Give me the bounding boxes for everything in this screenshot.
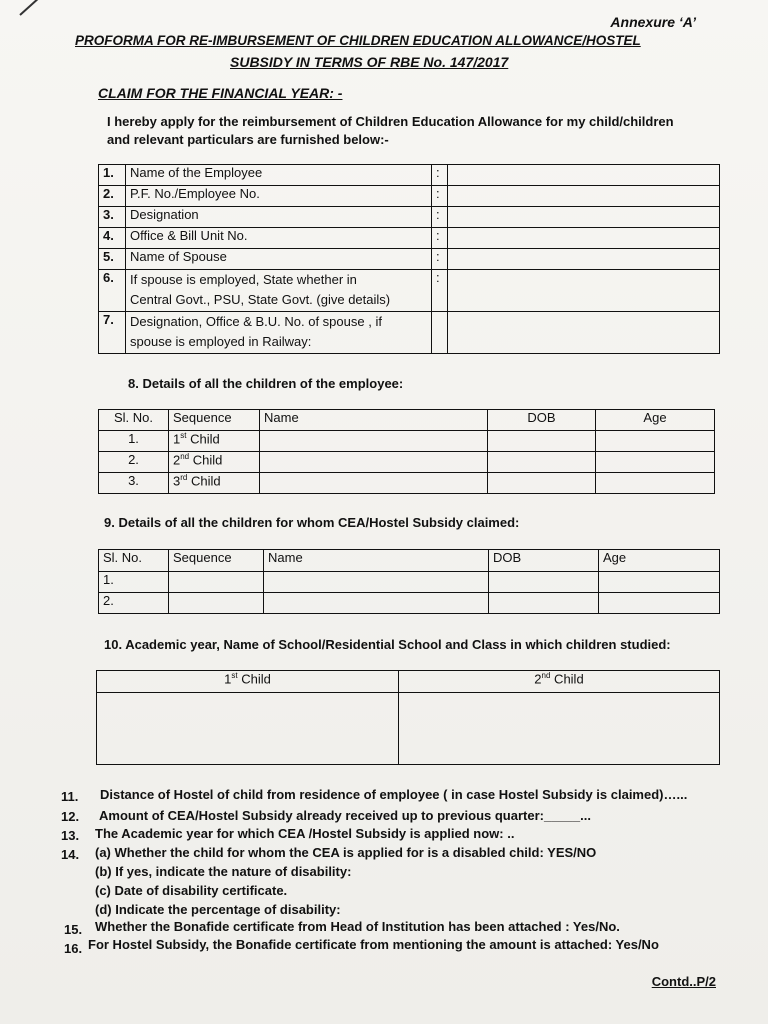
table-row bbox=[99, 312, 720, 354]
second-child-school-field[interactable] bbox=[399, 693, 720, 765]
sequence: 2nd Child bbox=[169, 452, 260, 473]
header-second-child: 2nd Child bbox=[399, 671, 720, 693]
name-field[interactable] bbox=[264, 572, 489, 593]
item-text: Whether the Bonafide certificate from Head of Institution has been attached : Yes/No. bbox=[95, 919, 620, 934]
row-label bbox=[126, 270, 432, 312]
sl-no: 3. bbox=[99, 473, 169, 494]
item-subtext: (c) Date of disability certificate. bbox=[95, 883, 288, 898]
value-field-employee-name[interactable] bbox=[448, 165, 720, 186]
section-10-heading: 10. Academic year, Name of School/Residential School and Class in which children studied: bbox=[104, 637, 671, 652]
item-number: 16. bbox=[64, 941, 83, 956]
table-row bbox=[99, 572, 720, 593]
header-dob: DOB bbox=[489, 550, 599, 572]
value-field-designation[interactable] bbox=[448, 207, 720, 228]
header-dob: DOB bbox=[488, 410, 596, 431]
name-field[interactable] bbox=[260, 452, 488, 473]
age-field[interactable] bbox=[596, 431, 715, 452]
dob-field[interactable] bbox=[488, 473, 596, 494]
claim-heading: CLAIM FOR THE FINANCIAL YEAR: - bbox=[98, 85, 343, 101]
item-text: Distance of Hostel of child from residence of employee ( in case Hostel Subsidy is claimed)…... bbox=[100, 787, 688, 802]
dob-field[interactable] bbox=[489, 593, 599, 614]
row-label-line-2: spouse is employed in Railway: bbox=[130, 334, 312, 349]
table-row bbox=[99, 452, 715, 473]
annexure-label: Annexure ‘A’ bbox=[610, 14, 696, 30]
intro-line-2: and relevant particulars are furnished below:- bbox=[107, 132, 389, 147]
name-field[interactable] bbox=[264, 593, 489, 614]
sl-no: 1. bbox=[99, 431, 169, 452]
table-row bbox=[99, 249, 720, 270]
item-text: (a) Whether the child for whom the CEA is applied for is a disabled child: YES/NO bbox=[95, 845, 597, 860]
item-text: For Hostel Subsidy, the Bonafide certificate from mentioning the amount is attached: Yes/No bbox=[88, 937, 659, 952]
table-header-row bbox=[99, 550, 720, 572]
header-sequence: Sequence bbox=[169, 410, 260, 431]
table-row bbox=[99, 593, 720, 614]
item-text: Amount of CEA/Hostel Subsidy already received up to previous quarter:_____... bbox=[99, 808, 591, 823]
row-label: P.F. No./Employee No. bbox=[126, 186, 432, 207]
item-number: 11. bbox=[61, 789, 79, 804]
age-field[interactable] bbox=[596, 473, 715, 494]
section-9-heading: 9. Details of all the children for whom CEA/Hostel Subsidy claimed: bbox=[104, 515, 520, 530]
sequence-field[interactable] bbox=[169, 572, 264, 593]
dob-field[interactable] bbox=[488, 431, 596, 452]
name-field[interactable] bbox=[260, 431, 488, 452]
colon: : bbox=[432, 228, 448, 249]
dob-field[interactable] bbox=[488, 452, 596, 473]
header-name: Name bbox=[264, 550, 489, 572]
item-subtext: (d) Indicate the percentage of disability: bbox=[95, 902, 341, 917]
row-number: 4. bbox=[99, 228, 126, 249]
table-row bbox=[99, 228, 720, 249]
school-details-table bbox=[96, 670, 720, 765]
dob-field[interactable] bbox=[489, 572, 599, 593]
row-number: 7. bbox=[99, 312, 126, 354]
table-row bbox=[97, 693, 720, 765]
item-subtext: (b) If yes, indicate the nature of disability: bbox=[95, 864, 352, 879]
age-field[interactable] bbox=[599, 593, 720, 614]
header-sl-no: Sl. No. bbox=[99, 410, 169, 431]
row-label: Name of Spouse bbox=[126, 249, 432, 270]
header-sl-no: Sl. No. bbox=[99, 550, 169, 572]
all-children-table bbox=[98, 409, 715, 494]
row-number: 3. bbox=[99, 207, 126, 228]
colon: : bbox=[432, 165, 448, 186]
item-number: 13. bbox=[61, 828, 80, 843]
section-8-heading: 8. Details of all the children of the employee: bbox=[128, 376, 404, 391]
row-label: Office & Bill Unit No. bbox=[126, 228, 432, 249]
sequence: 3rd Child bbox=[169, 473, 260, 494]
claimed-children-table bbox=[98, 549, 720, 614]
row-number: 6. bbox=[99, 270, 126, 312]
first-child-school-field[interactable] bbox=[97, 693, 399, 765]
item-number: 14. bbox=[61, 847, 80, 862]
value-field-spouse-designation[interactable] bbox=[448, 312, 720, 354]
header-sequence: Sequence bbox=[169, 550, 264, 572]
pen-tick-mark bbox=[19, 0, 41, 16]
sequence: 1st Child bbox=[169, 431, 260, 452]
colon: : bbox=[432, 249, 448, 270]
colon-cell bbox=[432, 312, 448, 354]
title-line-2: SUBSIDY IN TERMS OF RBE No. 147/2017 bbox=[230, 54, 509, 70]
row-label bbox=[126, 312, 432, 354]
row-label-line-1: Designation, Office & B.U. No. of spouse , if bbox=[130, 314, 382, 329]
row-number: 5. bbox=[99, 249, 126, 270]
colon: : bbox=[432, 270, 448, 312]
item-text: The Academic year for which CEA /Hostel Subsidy is applied now: .. bbox=[95, 826, 515, 841]
table-row bbox=[99, 431, 715, 452]
header-name: Name bbox=[260, 410, 488, 431]
intro-line-1: I hereby apply for the reimbursement of Children Education Allowance for my child/children bbox=[107, 114, 674, 129]
row-label: Designation bbox=[126, 207, 432, 228]
table-header-row bbox=[97, 671, 720, 693]
header-age: Age bbox=[596, 410, 715, 431]
table-row bbox=[99, 270, 720, 312]
row-label-line-1: If spouse is employed, State whether in bbox=[130, 272, 357, 287]
item-number: 15. bbox=[64, 922, 83, 937]
row-label: Name of the Employee bbox=[126, 165, 432, 186]
sequence-field[interactable] bbox=[169, 593, 264, 614]
sl-no: 2. bbox=[99, 593, 169, 614]
table-row bbox=[99, 473, 715, 494]
item-number: 12. bbox=[61, 809, 80, 824]
title-line-1: PROFORMA FOR RE-IMBURSEMENT OF CHILDREN EDUCATION ALLOWANCE/HOSTEL bbox=[75, 33, 641, 48]
row-number: 1. bbox=[99, 165, 126, 186]
name-field[interactable] bbox=[260, 473, 488, 494]
sl-no: 2. bbox=[99, 452, 169, 473]
value-field-office[interactable] bbox=[448, 228, 720, 249]
value-field-spouse-name[interactable] bbox=[448, 249, 720, 270]
header-age: Age bbox=[599, 550, 720, 572]
table-row bbox=[99, 186, 720, 207]
row-number: 2. bbox=[99, 186, 126, 207]
continued-label: Contd..P/2 bbox=[651, 974, 716, 989]
row-label-line-2: Central Govt., PSU, State Govt. (give details) bbox=[130, 292, 391, 307]
age-field[interactable] bbox=[599, 572, 720, 593]
value-field-pf-no[interactable] bbox=[448, 186, 720, 207]
employee-details-table bbox=[98, 164, 720, 354]
colon: : bbox=[432, 207, 448, 228]
table-header-row bbox=[99, 410, 715, 431]
header-first-child: 1st Child bbox=[97, 671, 399, 693]
table-row bbox=[99, 207, 720, 228]
sl-no: 1. bbox=[99, 572, 169, 593]
age-field[interactable] bbox=[596, 452, 715, 473]
value-field-spouse-employment[interactable] bbox=[448, 270, 720, 312]
colon: : bbox=[432, 186, 448, 207]
table-row bbox=[99, 165, 720, 186]
